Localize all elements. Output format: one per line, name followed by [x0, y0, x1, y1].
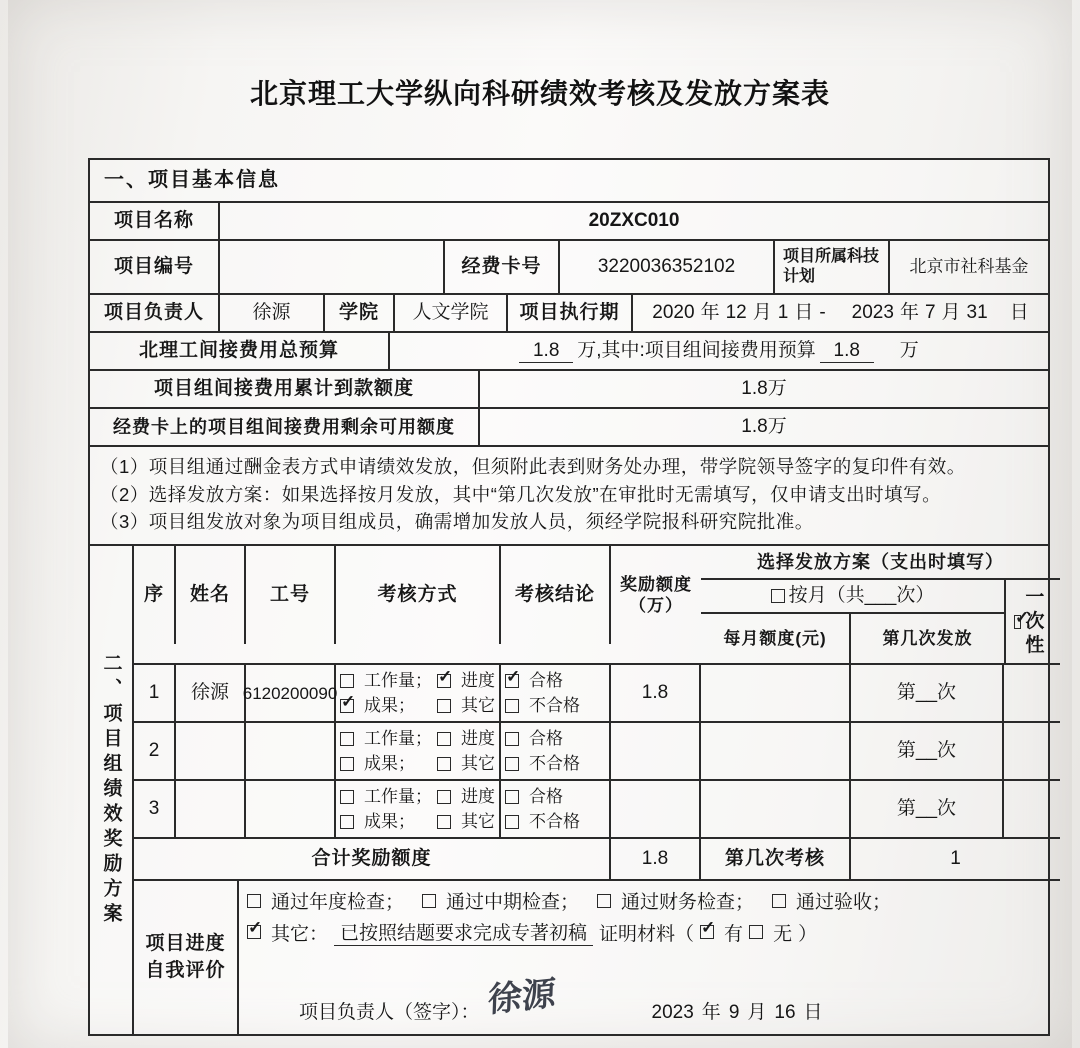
college-label: 学院 — [325, 295, 395, 331]
row3-method-result-checkbox-icon[interactable] — [340, 815, 354, 829]
sign-day-unit: 日 — [803, 1002, 823, 1024]
project-name-row — [90, 203, 1048, 241]
progress-finance-checkbox-icon[interactable] — [597, 894, 611, 908]
table-row — [134, 781, 1060, 839]
row3-conclusion-pass-label: 合格 — [529, 787, 563, 806]
header-name: 姓名 — [176, 546, 246, 644]
period-end-year: 2023 — [851, 301, 894, 323]
day-unit-2: 日 — [1009, 301, 1029, 323]
row1-conclusion[interactable] — [501, 665, 611, 721]
row2-method[interactable] — [336, 723, 501, 779]
project-name-label: 项目名称 — [90, 203, 220, 239]
proof-yes-label: 有 — [724, 923, 744, 945]
sign-year-unit: 年 — [701, 1002, 721, 1024]
row3-which-time[interactable]: 第__次 — [851, 781, 1004, 837]
signature: 徐源 — [486, 975, 556, 1021]
row2-seq: 2 — [134, 723, 176, 779]
table-row — [134, 723, 1060, 781]
plan-value[interactable]: 北京市社科基金 — [909, 257, 1029, 277]
sign-day: 16 — [774, 1002, 796, 1024]
progress-proof-close: ） — [798, 923, 818, 945]
row3-method-other-label: 其它 — [461, 812, 495, 832]
row3-conclusion-fail-label: 不合格 — [529, 812, 580, 832]
period-dash: - — [819, 301, 826, 323]
received-row — [90, 371, 1048, 409]
row1-method-result-label: 成果； — [364, 696, 415, 716]
remain-label: 经费卡上的项目组间接费用剩余可用额度 — [90, 409, 480, 445]
signature-line[interactable] — [239, 954, 1060, 1034]
progress-annual-checkbox-icon[interactable] — [247, 894, 261, 908]
progress-finance-label: 通过财务检查； — [621, 892, 755, 914]
fund-card-value[interactable]: 3220036352102 — [560, 241, 775, 293]
leader-label: 项目负责人 — [90, 295, 220, 331]
row3-method-progress-checkbox-icon[interactable] — [437, 790, 451, 804]
progress-options[interactable] — [239, 881, 1060, 916]
project-name-value[interactable]: 20ZXC010 — [588, 210, 680, 231]
row2-method-other-label: 其它 — [461, 754, 495, 774]
progress-content — [239, 881, 1060, 1034]
progress-other-value[interactable]: 已按照结题要求完成专著初稿 — [334, 918, 593, 946]
header-onetime-label: 一次性 — [1025, 587, 1046, 656]
row2-method-workload-checkbox-icon[interactable] — [340, 732, 354, 746]
row3-amount[interactable] — [611, 781, 701, 837]
progress-other-checkbox-icon[interactable] — [247, 925, 261, 939]
indirect-budget-label: 北理工间接费用总预算 — [90, 333, 390, 370]
row1-method-progress-checkbox-icon[interactable] — [437, 674, 451, 688]
row1-method-other-label: 其它 — [461, 696, 495, 716]
sign-month-unit: 月 — [747, 1002, 767, 1024]
remain-value[interactable]: 1.8万 — [741, 416, 787, 437]
row2-method-workload-label: 工作量； — [364, 729, 432, 748]
row1-amount[interactable]: 1.8 — [611, 665, 701, 721]
proof-no-checkbox-icon[interactable] — [749, 925, 763, 939]
progress-midterm-checkbox-icon[interactable] — [422, 894, 436, 908]
row3-name[interactable] — [176, 781, 246, 837]
page-title: 北京理工大学纵向科研绩效考核及发放方案表 — [249, 78, 830, 109]
row1-name[interactable]: 徐源 — [176, 665, 246, 721]
row1-onetime-cell[interactable] — [1004, 665, 1060, 721]
row2-which-time[interactable]: 第__次 — [851, 723, 1004, 779]
progress-other-line[interactable] — [239, 916, 1060, 954]
plan-label: 项目所属科技计划 — [775, 241, 890, 293]
form-table — [88, 158, 1050, 1036]
row1-method-progress-label: 进度 — [461, 671, 495, 690]
table-row — [134, 665, 1060, 723]
total-label: 合计奖励额度 — [134, 839, 611, 879]
section1-heading: 一、项目基本信息 — [104, 169, 280, 191]
fund-card-label: 经费卡号 — [445, 241, 560, 293]
project-code-label: 项目编号 — [90, 241, 220, 293]
row2-conclusion[interactable] — [501, 723, 611, 779]
header-monthly-amount: 每月额度(元) — [701, 614, 851, 663]
row2-onetime-cell[interactable] — [1004, 723, 1060, 779]
sign-month: 9 — [728, 1002, 740, 1024]
row3-method-result-label: 成果； — [364, 812, 415, 832]
row2-amount[interactable] — [611, 723, 701, 779]
row1-which-time[interactable]: 第__次 — [851, 665, 1004, 721]
row2-method-progress-checkbox-icon[interactable] — [437, 732, 451, 746]
row3-monthly-amount[interactable] — [701, 781, 851, 837]
proof-no-label: 无 — [773, 923, 793, 945]
header-amount: 奖励额度（万） — [620, 574, 692, 615]
note-1: （1）项目组通过酬金表方式申请绩效发放，但须附此表到财务处办理，带学院领导签字的复印件有效。 — [100, 455, 966, 477]
progress-annual-label: 通过年度检查； — [271, 892, 405, 914]
row2-monthly-amount[interactable] — [701, 723, 851, 779]
row3-seq: 3 — [134, 781, 176, 837]
period-end-day: 31 — [966, 301, 988, 323]
total-value[interactable]: 1.8 — [611, 839, 701, 879]
row2-method-other-checkbox-icon[interactable] — [437, 757, 451, 771]
header-staff-id: 工号 — [246, 546, 336, 644]
notes-block — [90, 447, 1048, 546]
period-start-month: 12 — [725, 301, 747, 323]
monthly-checkbox-icon[interactable] — [771, 589, 785, 603]
progress-midterm-label: 通过中期检查； — [446, 892, 580, 914]
row1-conclusion-fail-label: 不合格 — [529, 696, 580, 716]
row1-method[interactable] — [336, 665, 501, 721]
total-row — [134, 839, 1060, 881]
header-monthly-label: 按月（共___次） — [788, 585, 935, 607]
college-value[interactable]: 人文学院 — [395, 295, 508, 331]
period-start-year: 2020 — [652, 301, 695, 323]
header-which-time: 第几次发放 — [882, 629, 973, 648]
row1-staff-id[interactable]: 6120200090 — [246, 665, 336, 721]
progress-row — [134, 881, 1060, 1034]
indirect-budget-value-group[interactable] — [390, 333, 1048, 370]
row3-method-workload-label: 工作量； — [364, 787, 432, 806]
header-monthly[interactable] — [701, 580, 1004, 614]
header-seq: 序 — [134, 546, 176, 644]
remain-row — [90, 409, 1048, 447]
period-value[interactable] — [633, 295, 1048, 331]
year-unit-2: 年 — [899, 301, 919, 323]
section2-grid — [134, 546, 1060, 1034]
leader-row — [90, 295, 1048, 333]
year-unit-1: 年 — [700, 301, 720, 323]
row3-conclusion[interactable] — [501, 781, 611, 837]
progress-acceptance-label: 通过验收； — [796, 892, 892, 914]
row3-method-workload-checkbox-icon[interactable] — [340, 790, 354, 804]
sign-label: 项目负责人（签字）： — [299, 1002, 480, 1024]
note-3: （3）项目组发放对象为项目组成员，确需增加发放人员，须经学院报科研究院批准。 — [100, 511, 814, 533]
row1-method-workload-label: 工作量； — [364, 671, 432, 690]
leader-value[interactable]: 徐源 — [220, 295, 325, 331]
header-conclusion: 考核结论 — [501, 546, 611, 644]
proof-yes-checkbox-icon[interactable] — [700, 925, 714, 939]
wan-unit-1: 万 — [899, 340, 919, 361]
row1-conclusion-fail-checkbox-icon[interactable] — [505, 699, 519, 713]
row3-method[interactable] — [336, 781, 501, 837]
progress-acceptance-checkbox-icon[interactable] — [772, 894, 786, 908]
row1-conclusion-pass-checkbox-icon[interactable] — [505, 674, 519, 688]
section2-header — [134, 546, 1060, 665]
period-label: 项目执行期 — [508, 295, 633, 331]
progress-other-label: 其它： — [271, 923, 329, 945]
row3-onetime-cell[interactable] — [1004, 781, 1060, 837]
row3-method-other-checkbox-icon[interactable] — [437, 815, 451, 829]
row2-conclusion-fail-label: 不合格 — [529, 754, 580, 774]
row1-seq: 1 — [134, 665, 176, 721]
month-unit-2: 月 — [941, 301, 961, 323]
row2-conclusion-fail-checkbox-icon[interactable] — [505, 757, 519, 771]
row2-method-progress-label: 进度 — [461, 729, 495, 748]
row3-conclusion-fail-checkbox-icon[interactable] — [505, 815, 519, 829]
indirect-budget-mid: 万,其中:项目组间接费用预算 — [577, 340, 816, 361]
indirect-budget-row — [90, 333, 1048, 372]
nth-assess-label: 第几次考核 — [701, 839, 851, 879]
row1-monthly-amount[interactable] — [701, 665, 851, 721]
indirect-budget-value[interactable]: 1.8 — [519, 339, 573, 364]
row1-method-workload-checkbox-icon[interactable] — [340, 674, 354, 688]
row2-method-result-checkbox-icon[interactable] — [340, 757, 354, 771]
project-code-row — [90, 241, 1048, 295]
section1-heading-row — [90, 160, 1048, 203]
sign-year: 2023 — [651, 1002, 694, 1024]
header-plan-group: 选择发放方案（支出时填写） — [701, 546, 1060, 580]
section2-block — [90, 546, 1048, 1036]
row2-staff-id[interactable] — [246, 723, 336, 779]
header-method: 考核方式 — [336, 546, 501, 644]
nth-assess-value[interactable]: 1 — [950, 848, 961, 870]
row2-method-result-label: 成果； — [364, 754, 415, 774]
row3-staff-id[interactable] — [246, 781, 336, 837]
day-unit-1: 日 — [794, 301, 814, 323]
progress-proof-label: 证明材料（ — [599, 923, 695, 945]
header-onetime[interactable] — [1006, 580, 1060, 665]
row3-method-progress-label: 进度 — [461, 787, 495, 806]
project-code-value[interactable] — [220, 241, 445, 293]
indirect-group-value[interactable]: 1.8 — [820, 339, 874, 364]
row1-conclusion-pass-label: 合格 — [529, 671, 563, 690]
period-start-day: 1 — [777, 301, 789, 323]
onetime-checkbox-icon[interactable] — [1014, 615, 1021, 629]
month-unit-1: 月 — [752, 301, 772, 323]
row3-conclusion-pass-checkbox-icon[interactable] — [505, 790, 519, 804]
row2-conclusion-pass-label: 合格 — [529, 729, 563, 748]
period-end-month: 7 — [924, 301, 936, 323]
progress-label: 项目进度自我评价 — [134, 881, 239, 1034]
note-2: （2）选择发放方案：如果选择按月发放，其中“第几次发放”在审批时无需填写，仅申请支出时填写。 — [100, 483, 942, 505]
section2-vertical-label: 二、项目组绩效奖励方案 — [90, 546, 134, 1034]
row1-method-result-checkbox-icon[interactable] — [340, 699, 354, 713]
received-value[interactable]: 1.8万 — [741, 378, 787, 400]
row1-method-other-checkbox-icon[interactable] — [437, 699, 451, 713]
received-label: 项目组间接费用累计到款额度 — [90, 371, 480, 407]
row2-conclusion-pass-checkbox-icon[interactable] — [505, 732, 519, 746]
row2-name[interactable] — [176, 723, 246, 779]
